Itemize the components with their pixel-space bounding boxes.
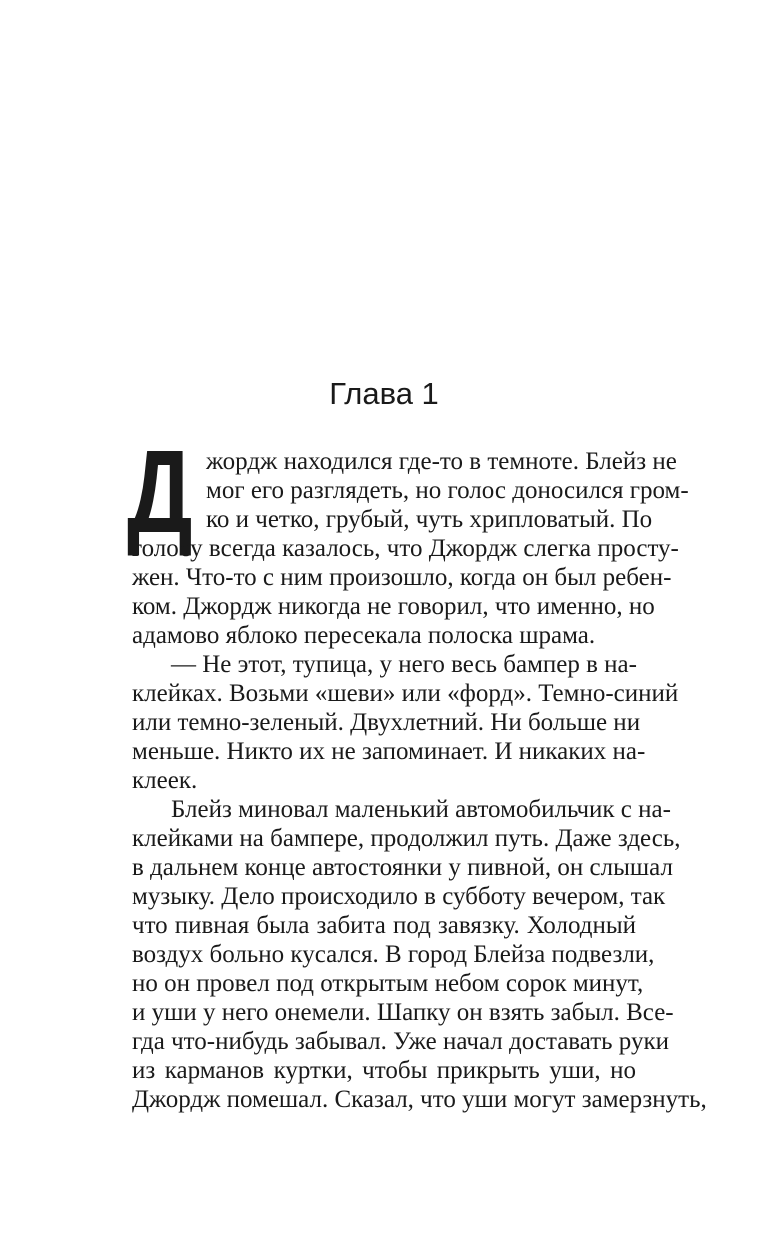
text-line: Блейз миновал маленький автомобильчик с на- — [171, 796, 671, 823]
text-line: гда что-нибудь забывал. Уже начал доставать руки — [132, 1028, 669, 1055]
text-line: клейках. Возьми «шеви» или «форд». Темно-синий — [132, 680, 679, 707]
text-line: мог его разглядеть, но голос доносился гром- — [206, 477, 689, 504]
drop-cap: Д — [127, 426, 190, 558]
text-line: Джордж помешал. Сказал, что уши могут замерзнуть, — [132, 1086, 707, 1113]
text-line: что пивная была забита под завязку. Холодный — [132, 912, 636, 939]
text-line: ком. Джордж никогда не говорил, что именно, но — [132, 593, 655, 620]
text-line: голосу всегда казалось, что Джордж слегка просту- — [132, 535, 679, 562]
text-line: клейками на бампере, продолжил путь. Даже здесь, — [132, 825, 681, 852]
text-line: и уши у него онемели. Шапку он взять забыл. Все- — [132, 999, 674, 1026]
text-line: клеек. — [132, 767, 198, 794]
text-line: — Не этот, тупица, у него весь бампер в на- — [171, 651, 637, 678]
text-line: в дальнем конце автостоянки у пивной, он слышал — [132, 854, 673, 881]
text-line: адамово яблоко пересекала полоска шрама. — [132, 622, 596, 649]
chapter-title: Глава 1 — [329, 376, 439, 411]
text-line: воздух больно кусался. В город Блейза подвезли, — [132, 941, 655, 968]
text-line: жордж находился где-то в темноте. Блейз не — [206, 448, 677, 475]
text-line: или темно-зеленый. Двухлетний. Ни больше ни — [132, 709, 641, 736]
text-line: из карманов куртки, чтобы прикрыть уши, но — [132, 1057, 636, 1084]
text-line: ко и четко, грубый, чуть хрипловатый. По — [206, 506, 653, 533]
text-line: меньше. Никто их не запоминает. И никаких на- — [132, 738, 646, 765]
text-line: музыку. Дело происходило в субботу вечером, так — [132, 883, 666, 910]
text-line: жен. Что-то с ним произошло, когда он был ребен- — [132, 564, 672, 591]
text-line: но он провел под открытым небом сорок минут, — [132, 970, 644, 997]
